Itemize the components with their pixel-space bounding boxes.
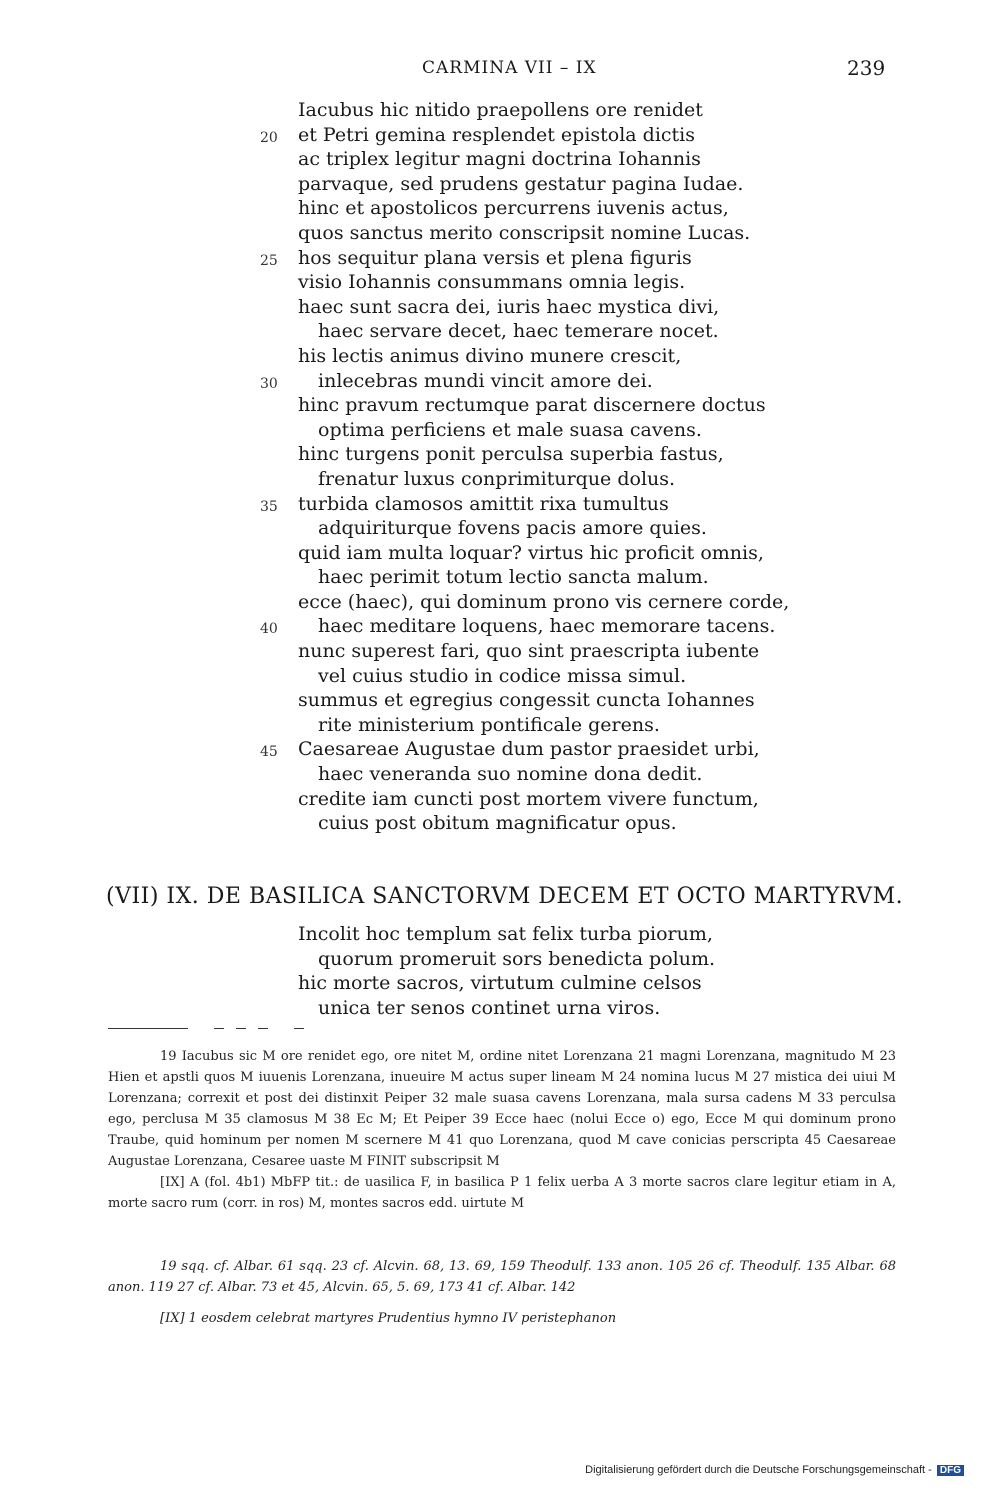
verse-line — [0, 713, 1000, 738]
verse-text: Incolit hoc templum sat felix turba piorum, — [298, 923, 713, 945]
verse-line — [0, 319, 1000, 344]
verse-line — [0, 98, 1000, 123]
line-number: 35 — [260, 498, 278, 515]
verse-line — [0, 393, 1000, 418]
verse-text: quos sanctus merito conscripsit nomine Lucas. — [298, 221, 751, 244]
verse-line — [0, 688, 1000, 713]
source-notes: 19 sqq. cf. Albar. 61 sqq. 23 cf. Alcvin. 68, 13. 69, 159 Theodulf. 133 anon. 105 26 cf. Theodulf. 135 Albar. 68 anon. 119 27 cf. Albar. 73 et 45, Alcvin. 65, 5. 69, 173 41 cf. Albar. 142 — [108, 1259, 896, 1295]
verse-text: parvaque, sed prudens gestatur pagina Iudae. — [298, 172, 744, 195]
line-number: 45 — [260, 744, 278, 761]
line-number: 20 — [260, 129, 278, 146]
verse-text: haec servare decet, haec temerare nocet. — [318, 320, 719, 343]
verse-text: cuius post obitum magnificatur opus. — [318, 812, 677, 835]
verse-line — [0, 541, 1000, 566]
verse-text: adquiriturque fovens pacis amore quies. — [318, 517, 707, 540]
verse-text: turbida clamosos amittit rixa tumultus — [298, 492, 669, 515]
verse-text: credite iam cuncti post mortem vivere functum, — [298, 787, 759, 810]
verse-text: haec meditare loquens, haec memorare tacens. — [318, 615, 776, 638]
verse-line — [0, 369, 1000, 394]
verse-text: hinc et apostolicos percurrens iuvenis actus, — [298, 197, 729, 220]
verse-text: ac triplex legitur magni doctrina Iohannis — [298, 148, 701, 171]
critical-apparatus — [108, 1046, 896, 1214]
verse-text: summus et egregius congessit cuncta Iohannes — [298, 689, 755, 712]
verse-text: unica ter senos continet urna viros. — [318, 996, 661, 1019]
verse-line — [0, 947, 1000, 972]
verse-text: frenatur luxus conprimiturque dolus. — [318, 467, 676, 490]
verse-line — [0, 492, 1000, 517]
verse-line — [0, 172, 1000, 197]
verse-line — [0, 295, 1000, 320]
verse-text: quorum promeruit sors benedicta polum. — [318, 947, 716, 970]
verse-line — [0, 196, 1000, 221]
running-title: CARMINA VII – IX — [422, 58, 597, 78]
digitization-credit — [585, 1464, 964, 1476]
verse-text: vel cuius studio in codice missa simul. — [318, 664, 687, 687]
running-head — [0, 58, 1000, 82]
verse-line — [0, 516, 1000, 541]
verse-text: nunc superest fari, quo sint praescripta iubente — [298, 640, 760, 663]
verse-text: Iacubus hic nitido praepollens ore renidet — [298, 99, 703, 121]
verse-line — [0, 762, 1000, 787]
verse-text: haec perimit totum lectio sancta malum. — [318, 566, 709, 589]
verse-line — [0, 418, 1000, 443]
verse-line — [0, 811, 1000, 836]
ix-source-notes: [IX] 1 eosdem celebrat martyres Prudentius hymno IV peristephanon — [160, 1311, 617, 1326]
verse-line — [0, 614, 1000, 639]
line-number: 30 — [260, 375, 278, 392]
verse-line — [0, 565, 1000, 590]
dfg-logo: DFG — [937, 1465, 964, 1476]
verse-line — [0, 996, 1000, 1021]
page-number: 239 — [847, 56, 886, 80]
verse-line — [0, 270, 1000, 295]
verse-line — [0, 787, 1000, 812]
line-number: 40 — [260, 621, 278, 638]
credit-text: Digitalisierung gefördert durch die Deutsche Forschungsgemeinschaft - — [585, 1464, 932, 1476]
verse-text: visio Iohannis consummans omnia legis. — [298, 271, 686, 294]
verse-text: haec veneranda suo nomine dona dedit. — [318, 763, 703, 786]
verse-text: hinc turgens ponit perculsa superbia fastus, — [298, 443, 724, 466]
verse-line — [0, 221, 1000, 246]
footnote-rule — [108, 1028, 188, 1029]
verse-line — [0, 123, 1000, 148]
line-number: 25 — [260, 252, 278, 269]
footnote-rule-dash — [258, 1028, 268, 1029]
verse-line — [0, 639, 1000, 664]
verse-text: inlecebras mundi vincit amore dei. — [318, 369, 653, 392]
verse-text: Caesareae Augustae dum pastor praesidet urbi, — [298, 738, 760, 761]
verse-line — [0, 442, 1000, 467]
verse-text: hos sequitur plana versis et plena figuris — [298, 246, 692, 269]
footnote-rule-dash — [236, 1028, 246, 1029]
ix-critical-notes: [IX] A (fol. 4b1) MbFP tit.: de uasilica F, in basilica P 1 felix uerba A 3 morte sacros clare legitur etiam in A, morte sacro rum (corr. in ros) M, montes sacros edd. uirtute M — [108, 1175, 896, 1211]
critical-notes: 19 Iacubus sic M ore renidet ego, ore nitet M, ordine nitet Lorenzana 21 magni Lorenzana, magnitudo M 23 Hien et apstli quos M iuuenis Lorenzana, inueuire M actus super lineam M 24 nomina lucus M 27 mistica dei uiui M Lorenzana; correxit et post dei distinxit Peiper 32 male suasa cavens Lorenzana, mala sursa cadens M 33 perculsa ego, perclusa M 35 clamosus M 38 Ec M; Et Peiper 39 Ecce haec (nolui Ecce o) ego, Ecce M qui dominum prono Traube, quid hominum per nomen M scernere M 41 quo Lorenzana, quod M cave conicias perscripta 45 Caesareae Augustae Lorenzana, Cesaree uaste M FINIT subscripsit M — [108, 1049, 896, 1169]
verse-text: ecce (haec), qui dominum prono vis cernere corde, — [298, 590, 790, 613]
footnote-rule-dash — [214, 1028, 224, 1029]
verse-text: his lectis animus divino munere crescit, — [298, 344, 682, 367]
verse-line — [0, 246, 1000, 271]
verse-line — [0, 664, 1000, 689]
verse-line — [0, 590, 1000, 615]
verse-line — [0, 467, 1000, 492]
verse-text: optima perficiens et male suasa cavens. — [318, 418, 702, 441]
verse-line — [0, 971, 1000, 996]
section-verses — [0, 922, 1000, 1020]
section-heading: (VII) IX. DE BASILICA SANCTORVM DECEM ET OCTO MARTYRVM. — [106, 884, 904, 909]
footnote-rule-dash — [294, 1028, 304, 1029]
verse-text: et Petri gemina resplendet epistola dictis — [298, 123, 696, 146]
verse-line — [0, 147, 1000, 172]
poem-verses — [0, 98, 1000, 836]
verse-line — [0, 922, 1000, 947]
verse-text: rite ministerium pontificale gerens. — [318, 713, 660, 736]
verse-text: hinc pravum rectumque parat discernere doctus — [298, 394, 766, 417]
verse-line — [0, 344, 1000, 369]
verse-line — [0, 737, 1000, 762]
verse-text: haec sunt sacra dei, iuris haec mystica divi, — [298, 295, 720, 318]
verse-text: quid iam multa loquar? virtus hic proficit omnis, — [298, 541, 764, 564]
sources-apparatus — [108, 1256, 896, 1329]
verse-text: hic morte sacros, virtutum culmine celsos — [298, 972, 702, 995]
